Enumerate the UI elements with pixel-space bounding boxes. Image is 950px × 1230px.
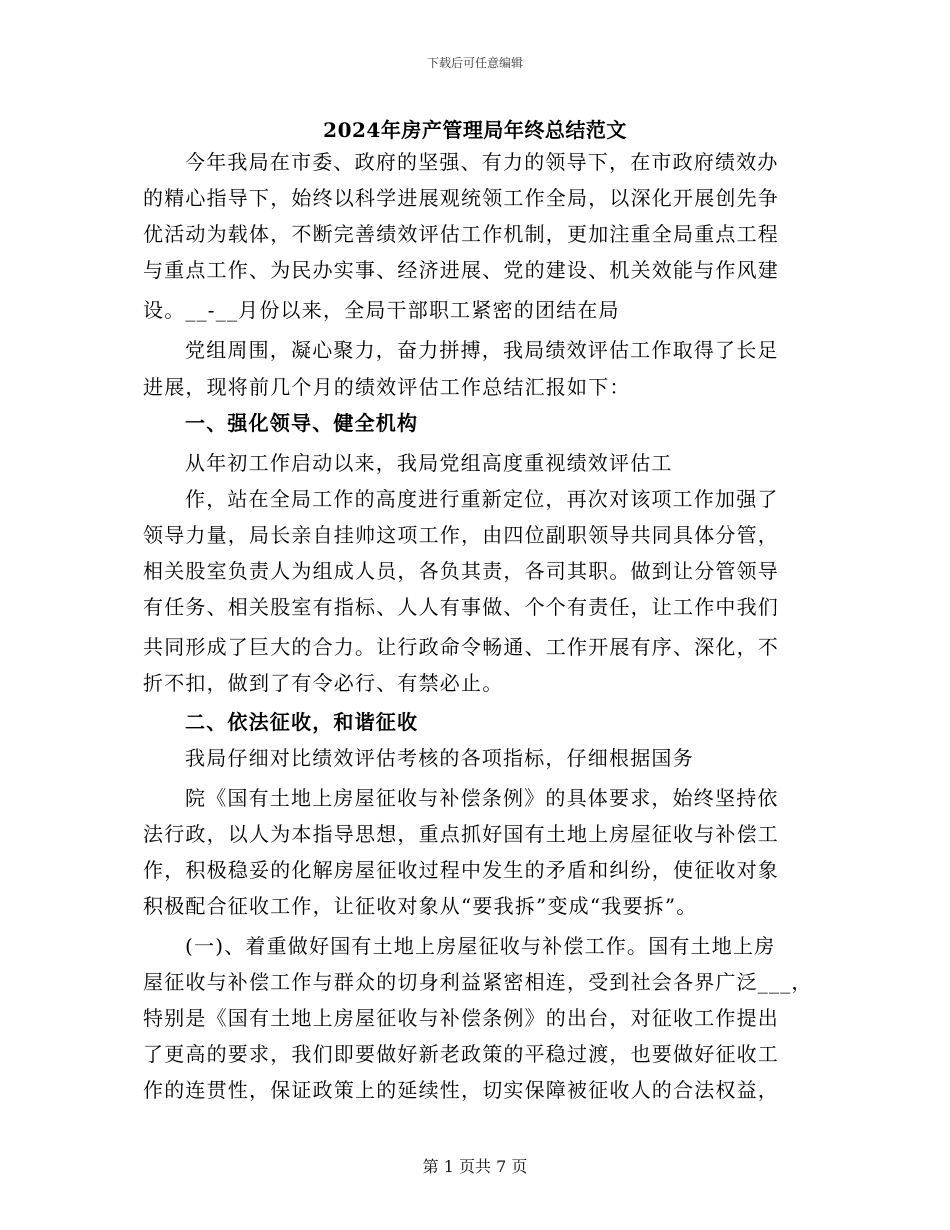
paragraph-line: 我局仔细对比绩效评估考核的各项指标，仔细根据国务 [185,746,694,770]
paragraph-line: 党组周围，凝心聚力，奋力拼搏，我局绩效评估工作取得了长足 [185,338,779,362]
paragraph-line: 优活动为载体，不断完善绩效评估工作机制，更加注重全局重点工程 [143,222,779,246]
paragraph-line: 有任务、相关股室有指标、人人有事做、个个有责任，让工作中我们 [143,595,779,619]
paragraph-line: 今年我局在市委、政府的坚强、有力的领导下，在市政府绩效办 [185,150,779,174]
paragraph-line: 院《国有土地上房屋征收与补偿条例》的具体要求，始终坚持依 [185,786,779,810]
paragraph-line: 作，站在全局工作的高度进行重新定位，再次对该项工作加强了 [185,487,779,511]
paragraph-line: 的精心指导下，始终以科学进展观统领工作全局，以深化开展创先争 [143,186,779,210]
paragraph-line: 进展，现将前几个月的绩效评估工作总结汇报如下： [143,375,631,399]
paragraph-line: 作，积极稳妥的化解房屋征收过程中发生的矛盾和纠纷，使征收对象 [143,858,779,882]
paragraph-line: 从年初工作启动以来，我局党组高度重视绩效评估工 [185,451,673,475]
paragraph-line: 设。__-__月份以来，全局干部职工紧密的团结在局 [143,298,620,322]
paragraph-line: 特别是《国有土地上房屋征收与补偿条例》的出台，对征收工作提出 [143,1006,779,1030]
paragraph-line: 积极配合征收工作，让征收对象从“要我拆”变成“我要拆”。 [143,894,698,918]
paragraph-line: 相关股室负责人为组成人员，各负其责，各司其职。做到让分管领导 [143,559,779,583]
paragraph-line: 领导力量，局长亲自挂帅这项工作，由四位副职领导共同具体分管， [143,523,779,547]
section-heading: 二、依法征收，和谐征收 [185,710,419,734]
section-heading: 一、强化领导、健全机构 [185,411,419,435]
paragraph-line: 折不扣，做到了有令必行、有禁必止。 [143,671,504,695]
paragraph-line: 作的连贯性，保证政策上的延续性，切实保障被征收人的合法权益， [143,1078,779,1102]
header-note: 下载后可任意编辑 [426,56,523,70]
paragraph-line: 共同形成了巨大的合力。让行政命令畅通、工作开展有序、深化，不 [143,635,779,659]
paragraph-line: 法行政，以人为本指导思想，重点抓好国有土地上房屋征收与补偿工 [143,822,779,846]
paragraph-line: 屋征收与补偿工作与群众的切身利益紧密相连，受到社会各界广泛___， [143,970,813,994]
paragraph-line: (一)、着重做好国有土地上房屋征收与补偿工作。国有土地上房 [185,934,776,958]
page-number: 第 1 页共 7 页 [422,1157,528,1176]
paragraph-line: 了更高的要求，我们即要做好新老政策的平稳过渡，也要做好征收工 [143,1042,779,1066]
document-title: 2024年房产管理局年终总结范文 [323,118,627,142]
paragraph-line: 与重点工作、为民办实事、经济进展、党的建设、机关效能与作风建 [143,258,779,282]
